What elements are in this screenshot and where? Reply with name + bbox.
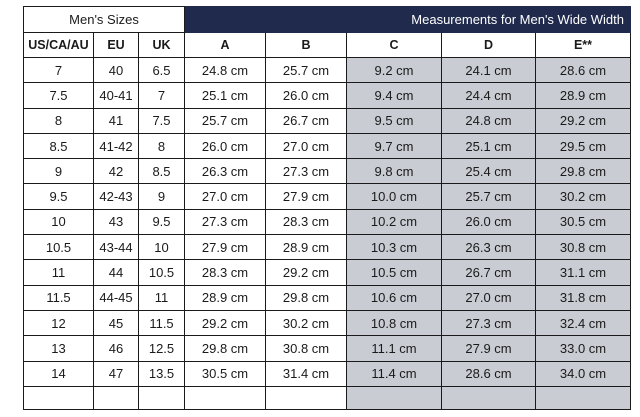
table-cell: 7.5 — [139, 108, 185, 133]
table-cell-empty — [94, 386, 139, 409]
table-cell: 29.2 cm — [536, 108, 631, 133]
table-cell: 47 — [94, 361, 139, 386]
table-cell-empty — [24, 386, 94, 409]
table-cell: 32.4 cm — [536, 310, 631, 335]
table-body — [24, 58, 631, 410]
table-cell: 28.9 cm — [185, 285, 266, 310]
table-cell: 10.8 cm — [347, 310, 442, 335]
table-cell: 46 — [94, 336, 139, 361]
table-cell: 8.5 — [24, 133, 94, 158]
table-cell: 13 — [24, 336, 94, 361]
table-cell: 24.4 cm — [442, 83, 536, 108]
table-cell: 30.5 cm — [185, 361, 266, 386]
table-cell: 28.9 cm — [266, 235, 347, 260]
table-cell: 26.0 cm — [185, 133, 266, 158]
table-cell: 29.5 cm — [536, 133, 631, 158]
column-header: D — [442, 33, 536, 58]
table-cell: 26.3 cm — [185, 159, 266, 184]
table-cell: 9 — [24, 159, 94, 184]
column-header: UK — [139, 33, 185, 58]
table-cell: 25.1 cm — [185, 83, 266, 108]
table-row — [24, 159, 631, 184]
table-cell: 31.1 cm — [536, 260, 631, 285]
table-cell: 25.4 cm — [442, 159, 536, 184]
table-cell: 11.5 — [139, 310, 185, 335]
table-cell-empty — [442, 386, 536, 409]
table-cell: 28.3 cm — [266, 209, 347, 234]
table-cell: 12 — [24, 310, 94, 335]
table-cell: 9.2 cm — [347, 58, 442, 83]
table-cell: 10.0 cm — [347, 184, 442, 209]
table-cell: 40 — [94, 58, 139, 83]
table-cell: 26.0 cm — [442, 209, 536, 234]
table-cell: 27.9 cm — [442, 336, 536, 361]
table-row — [24, 235, 631, 260]
table-cell: 29.2 cm — [185, 310, 266, 335]
table-cell: 27.9 cm — [185, 235, 266, 260]
column-header: B — [266, 33, 347, 58]
column-header: EU — [94, 33, 139, 58]
table-cell: 11.1 cm — [347, 336, 442, 361]
table-cell: 8.5 — [139, 159, 185, 184]
table-row — [24, 58, 631, 83]
table-cell: 29.2 cm — [266, 260, 347, 285]
table-cell: 8 — [139, 133, 185, 158]
table-row — [24, 108, 631, 133]
table-cell: 27.9 cm — [266, 184, 347, 209]
table-cell: 10.6 cm — [347, 285, 442, 310]
table-cell: 34.0 cm — [536, 361, 631, 386]
table-cell: 43-44 — [94, 235, 139, 260]
table-cell: 10.5 cm — [347, 260, 442, 285]
column-header: A — [185, 33, 266, 58]
table-cell: 41 — [94, 108, 139, 133]
table-cell: 28.6 cm — [536, 58, 631, 83]
table-row — [24, 83, 631, 108]
table-cell: 30.2 cm — [536, 184, 631, 209]
table-cell: 25.7 cm — [442, 184, 536, 209]
column-header: C — [347, 33, 442, 58]
table-cell: 7 — [139, 83, 185, 108]
table-cell: 28.3 cm — [185, 260, 266, 285]
table-cell: 9.7 cm — [347, 133, 442, 158]
table-cell: 44-45 — [94, 285, 139, 310]
table-cell: 24.8 cm — [442, 108, 536, 133]
table-cell: 10 — [139, 235, 185, 260]
table-cell: 8 — [24, 108, 94, 133]
table-cell: 25.7 cm — [266, 58, 347, 83]
table-cell: 11.4 cm — [347, 361, 442, 386]
table-cell: 10 — [24, 209, 94, 234]
table-cell: 11.5 — [24, 285, 94, 310]
group-header-row — [24, 7, 631, 33]
table-cell: 10.2 cm — [347, 209, 442, 234]
table-cell: 13.5 — [139, 361, 185, 386]
table-row — [24, 260, 631, 285]
table-cell: 28.6 cm — [442, 361, 536, 386]
mens-sizes-group-header: Men's Sizes — [24, 7, 185, 33]
table-cell: 26.0 cm — [266, 83, 347, 108]
table-cell: 12.5 — [139, 336, 185, 361]
table-cell: 24.8 cm — [185, 58, 266, 83]
table-cell: 10.5 — [24, 235, 94, 260]
table-cell: 27.3 cm — [185, 209, 266, 234]
table-cell: 11 — [24, 260, 94, 285]
table-cell: 45 — [94, 310, 139, 335]
measurements-group-header: Measurements for Men's Wide Width — [185, 7, 631, 33]
table-row — [24, 285, 631, 310]
table-cell: 42-43 — [94, 184, 139, 209]
table-cell-empty — [185, 386, 266, 409]
table-cell: 41-42 — [94, 133, 139, 158]
table-cell: 26.7 cm — [266, 108, 347, 133]
table-cell: 25.7 cm — [185, 108, 266, 133]
table-cell: 27.0 cm — [442, 285, 536, 310]
table-cell: 44 — [94, 260, 139, 285]
table-cell: 9.8 cm — [347, 159, 442, 184]
table-cell: 9.5 — [24, 184, 94, 209]
table-row — [24, 133, 631, 158]
table-cell: 33.0 cm — [536, 336, 631, 361]
table-cell: 30.5 cm — [536, 209, 631, 234]
table-cell: 9.4 cm — [347, 83, 442, 108]
table-row — [24, 209, 631, 234]
table-cell: 7.5 — [24, 83, 94, 108]
table-cell: 27.0 cm — [185, 184, 266, 209]
table-cell: 30.2 cm — [266, 310, 347, 335]
table-cell: 9 — [139, 184, 185, 209]
table-cell: 9.5 — [139, 209, 185, 234]
table-cell: 10.5 — [139, 260, 185, 285]
column-header: US/CA/AU — [24, 33, 94, 58]
table-cell: 28.9 cm — [536, 83, 631, 108]
table-cell: 24.1 cm — [442, 58, 536, 83]
size-chart-table — [23, 6, 631, 410]
table-row — [24, 336, 631, 361]
table-cell: 7 — [24, 58, 94, 83]
table-row — [24, 310, 631, 335]
table-cell: 10.3 cm — [347, 235, 442, 260]
table-row-empty — [24, 386, 631, 409]
table-cell: 29.8 cm — [185, 336, 266, 361]
table-cell: 26.7 cm — [442, 260, 536, 285]
table-cell: 14 — [24, 361, 94, 386]
table-cell: 6.5 — [139, 58, 185, 83]
table-cell: 26.3 cm — [442, 235, 536, 260]
table-cell-empty — [266, 386, 347, 409]
table-cell: 11 — [139, 285, 185, 310]
table-cell: 27.3 cm — [266, 159, 347, 184]
table-cell: 30.8 cm — [266, 336, 347, 361]
table-cell: 25.1 cm — [442, 133, 536, 158]
table-cell: 29.8 cm — [536, 159, 631, 184]
table-cell-empty — [347, 386, 442, 409]
table-cell: 42 — [94, 159, 139, 184]
table-cell: 29.8 cm — [266, 285, 347, 310]
table-cell: 9.5 cm — [347, 108, 442, 133]
table-cell-empty — [139, 386, 185, 409]
table-cell: 43 — [94, 209, 139, 234]
table-cell: 30.8 cm — [536, 235, 631, 260]
table-row — [24, 184, 631, 209]
table-row — [24, 361, 631, 386]
column-header-row — [24, 33, 631, 58]
table-cell-empty — [536, 386, 631, 409]
column-header: E** — [536, 33, 631, 58]
table-cell: 27.0 cm — [266, 133, 347, 158]
table-cell: 31.4 cm — [266, 361, 347, 386]
table-cell: 27.3 cm — [442, 310, 536, 335]
table-cell: 31.8 cm — [536, 285, 631, 310]
table-cell: 40-41 — [94, 83, 139, 108]
